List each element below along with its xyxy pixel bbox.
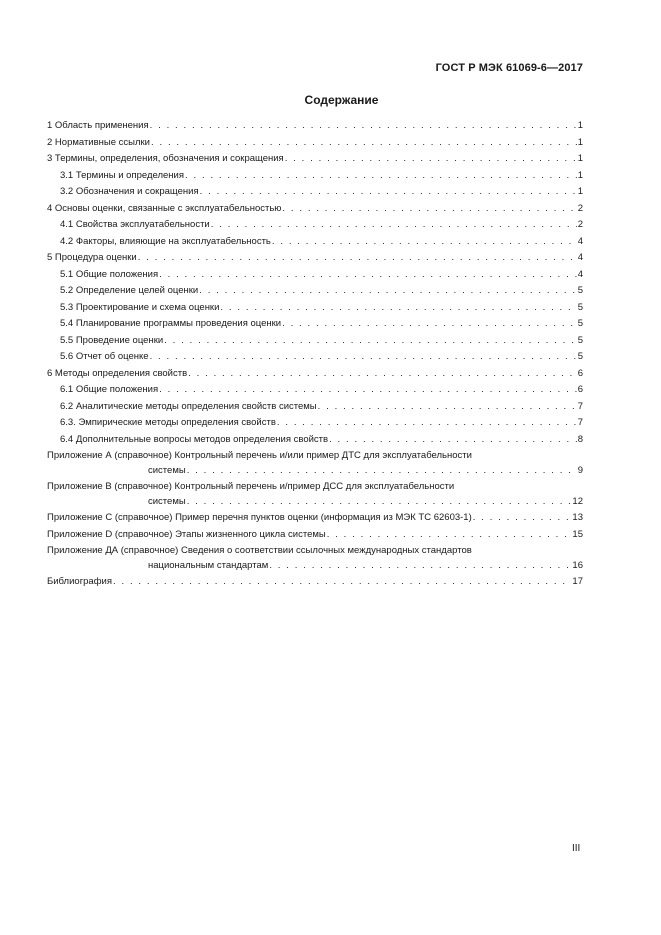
toc-title: Содержание (304, 93, 379, 107)
toc-entry-6-1[interactable]: 6.1 Общие положения . . . 6 (47, 384, 583, 396)
toc-appendix-a[interactable]: Приложение А (справочное) Контрольный перечень и/или пример ДТС для эксплуатабельности системы . . . 9 (47, 450, 583, 477)
toc-entry-6-3[interactable]: 6.3. Эмпирические методы определения свойств . . . 7 (47, 417, 583, 429)
toc-bibliography[interactable]: Библиография . . . 17 (47, 576, 583, 588)
toc-entry-5-1[interactable]: 5.1 Общие положения . . . 4 (47, 269, 583, 281)
toc-entry-5[interactable]: 5 Процедура оценки . . . 4 (47, 252, 583, 264)
toc-entry-5-4[interactable]: 5.4 Планирование программы проведения оценки . . . 5 (47, 318, 583, 330)
toc-entry-5-6[interactable]: 5.6 Отчет об оценке . . . 5 (47, 351, 583, 363)
toc-entry-1[interactable]: 1 Область применения . . . 1 (47, 120, 583, 132)
toc-entry-2[interactable]: 2 Нормативные ссылки . . . 1 (47, 137, 583, 149)
toc-appendix-b[interactable]: Приложение В (справочное) Контрольный перечень и/пример ДСС для эксплуатабельности системы . . . 12 (47, 481, 583, 508)
table-of-contents (47, 120, 583, 593)
document-standard-code: ГОСТ Р МЭК 61069-6—2017 (435, 62, 583, 74)
toc-appendix-d[interactable]: Приложение D (справочное) Этапы жизненного цикла системы . . . 15 (47, 529, 583, 541)
toc-entry-6-4[interactable]: 6.4 Дополнительные вопросы методов определения свойств . . . 8 (47, 434, 583, 446)
toc-entry-4[interactable]: 4 Основы оценки, связанные с эксплуатабельностью . . . 2 (47, 203, 583, 215)
toc-entry-3[interactable]: 3 Термины, определения, обозначения и сокращения . . . 1 (47, 153, 583, 165)
toc-entry-4-2[interactable]: 4.2 Факторы, влияющие на эксплуатабельность . . . 4 (47, 236, 583, 248)
toc-entry-6-2[interactable]: 6.2 Аналитические методы определения свойств системы . . . 7 (47, 401, 583, 413)
toc-entry-6[interactable]: 6 Методы определения свойств . . . 6 (47, 368, 583, 380)
toc-entry-3-2[interactable]: 3.2 Обозначения и сокращения . . . 1 (47, 186, 583, 198)
toc-entry-4-1[interactable]: 4.1 Свойства эксплуатабельности . . . 2 (47, 219, 583, 231)
toc-entry-5-5[interactable]: 5.5 Проведение оценки . . . 5 (47, 335, 583, 347)
toc-entry-3-1[interactable]: 3.1 Термины и определения . . . 1 (47, 170, 583, 182)
toc-entry-5-2[interactable]: 5.2 Определение целей оценки . . . 5 (47, 285, 583, 297)
toc-appendix-c[interactable]: Приложение С (справочное) Пример перечня пунктов оценки (информация из МЭК ТС 62603-1) . . . 13 (47, 512, 583, 524)
toc-entry-5-3[interactable]: 5.3 Проектирование и схема оценки . . . 5 (47, 302, 583, 314)
page-number: III (572, 843, 581, 854)
toc-appendix-da[interactable]: Приложение ДА (справочное) Сведения о соответствии ссылочных международных стандартов национальным стандартам . . . 16 (47, 545, 583, 572)
